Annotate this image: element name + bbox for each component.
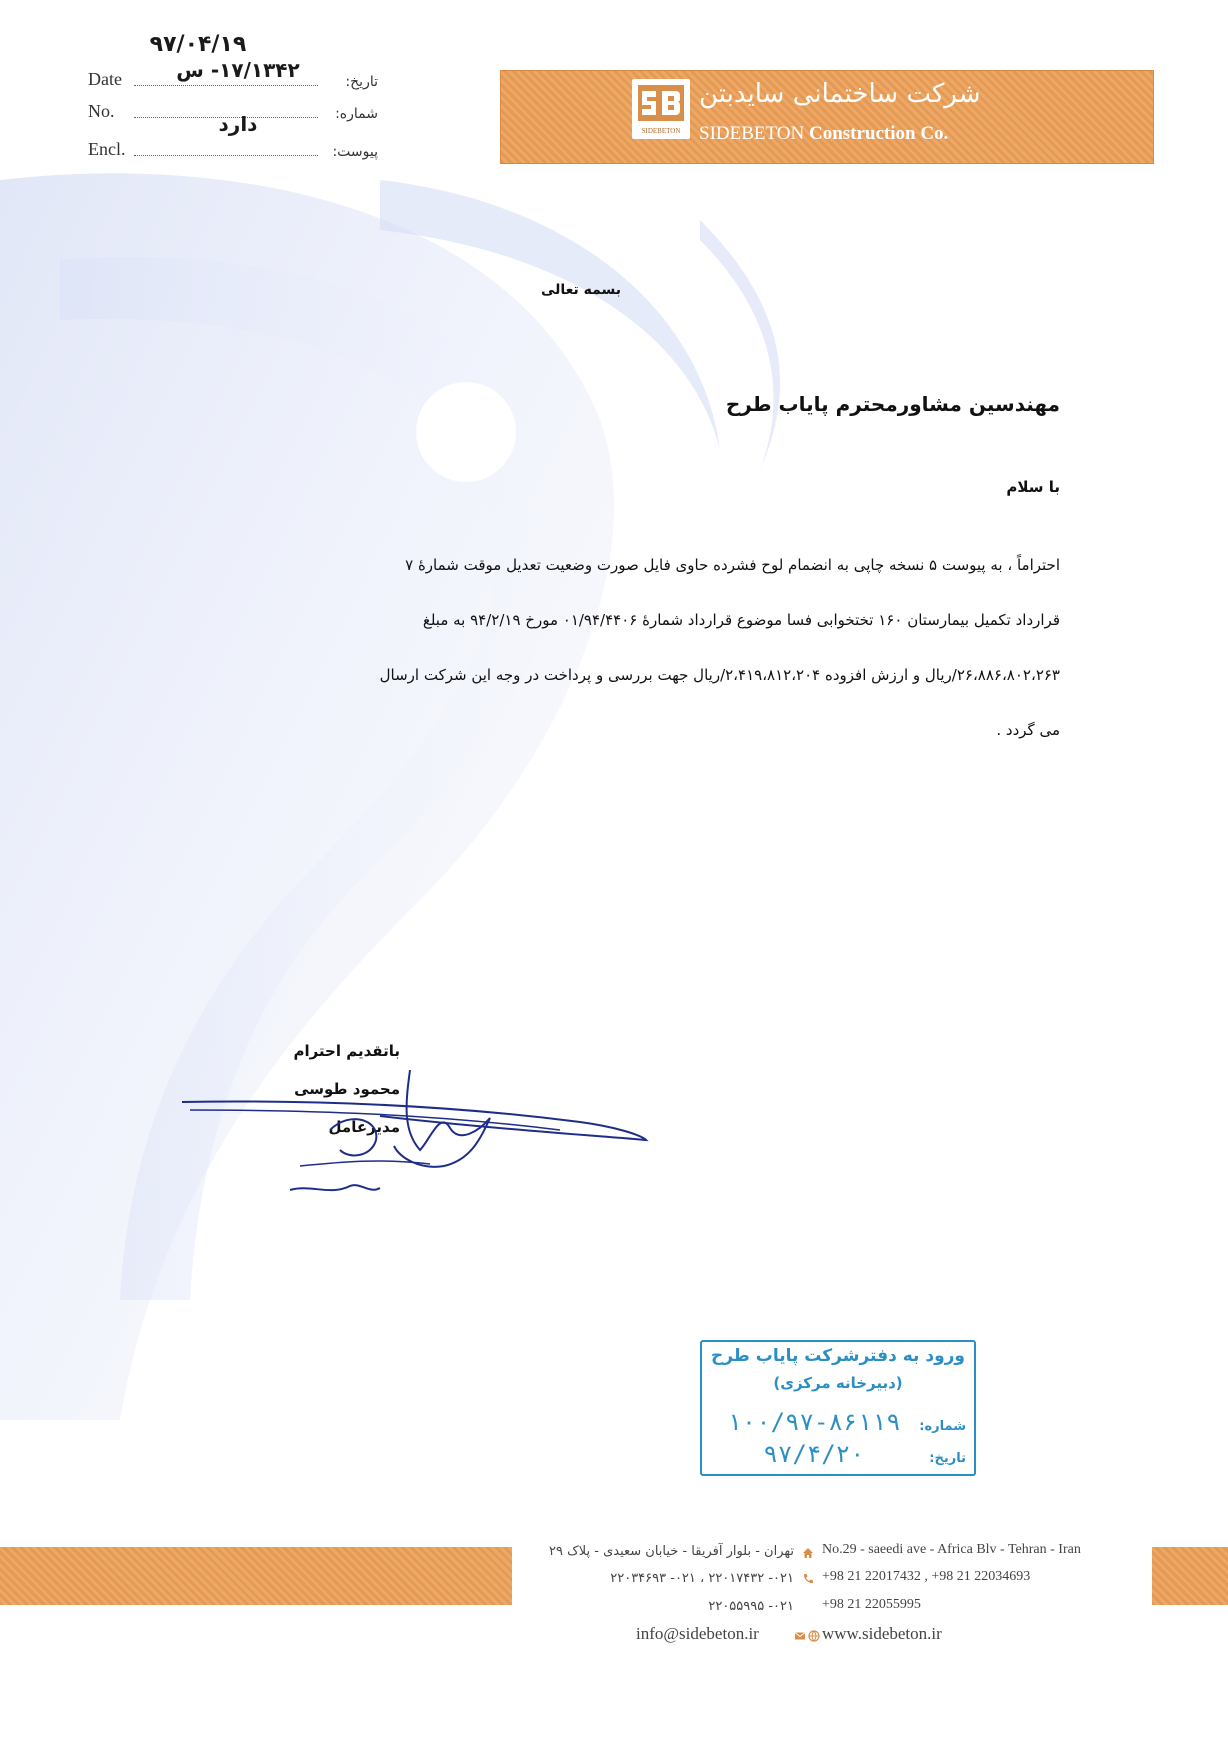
fax-fa: ۰۲۱- ۲۲۰۵۵۹۹۵ (708, 1599, 794, 1614)
bismillah: بسمه تعالی (540, 282, 622, 298)
email-link[interactable]: info@sidebeton.ir (636, 1624, 759, 1643)
handwritten-date: ۹۷/۰۴/۱۹ (149, 32, 247, 57)
phones-fa: ۰۲۱- ۲۲۰۱۷۴۳۲ ، ۰۲۱- ۲۲۰۳۴۶۹۳ (610, 1571, 794, 1586)
sb-logo-icon (638, 85, 684, 121)
globe-icon (808, 1630, 820, 1642)
body-line: می گردد . (996, 721, 1060, 739)
phones-en: +98 21 22017432 , +98 21 22034693 (822, 1569, 1031, 1584)
date-line (134, 85, 318, 86)
closing: باتقدیم احترام (293, 1042, 400, 1060)
body-line: قرارداد تکمیل بیمارستان ۱۶۰ تختخوابی فسا موضوع قرارداد شمارۀ ۰۱/۹۴/۴۴۰۶ مورخ ۹۴/۲/۱۹ به مبلغ (422, 611, 1060, 629)
stamp-number-value: ۱۰۰/۹۷-۸۶۱۱۹ (727, 1408, 901, 1436)
stamp-number-row (708, 1404, 966, 1436)
mail-icon (794, 1630, 806, 1642)
stamp-date-row (708, 1436, 966, 1468)
footer-band-right (1152, 1547, 1228, 1605)
signer-name: محمود طوسی (294, 1080, 400, 1098)
website-link[interactable]: www.sidebeton.ir (822, 1624, 942, 1643)
company-name-en-suffix: Construction Co. (808, 123, 949, 144)
handwritten-signature (180, 1070, 650, 1210)
address-en: No.29 - saeedi ave - Africa Blv - Tehran - Iran (822, 1542, 1081, 1557)
home-icon (802, 1547, 814, 1559)
signer-title: مدیرعامل (328, 1118, 400, 1136)
company-logo (632, 79, 690, 139)
receipt-stamp (700, 1340, 976, 1476)
body-line: احتراماً ، به پیوست ۵ نسخه چاپی به انضمام لوح فشرده حاوی فایل صورت وضعیت تعدیل موقت شمارۀ ۷ (405, 556, 1060, 574)
number-label-fa: شماره: (335, 106, 378, 122)
company-name-fa: شرکت ساختمانی سایدبتن (699, 79, 981, 109)
enclosure-line (134, 155, 318, 156)
date-value: ۱۷/۱۳۴۲- س (176, 58, 300, 82)
body-line: ۲۶،۸۸۶،۸۰۲،۲۶۳/ریال و ارزش افزوده ۲،۴۱۹،۸۱۲،۲۰۴/ریال جهت بررسی و پرداخت در وجه این شرکت ارسال (379, 666, 1060, 684)
stamp-number-label: شماره: (919, 1419, 966, 1434)
enclosure-row (88, 130, 378, 160)
date-label-en: Date (88, 69, 122, 89)
logo-caption: SIDEBETON (641, 127, 681, 135)
stamp-date-value: ۹۷/۴/۲۰ (763, 1440, 865, 1468)
letter-body (140, 538, 1060, 758)
fax-en: +98 21 22055995 (822, 1597, 921, 1612)
address-fa: تهران - بلوار آفریقا - خیابان سعیدی - پلاک ۲۹ (549, 1544, 794, 1559)
number-label-en: No. (88, 101, 115, 121)
number-row (88, 92, 378, 136)
stamp-title: ورود به دفترشرکت پایاب طرح (710, 1346, 965, 1366)
stamp-subtitle: (دبیرخانه مرکزی) (773, 1374, 903, 1392)
enclosure-label-fa: پیوست: (332, 144, 378, 160)
phone-icon (802, 1573, 814, 1585)
greeting: با سلام (1006, 478, 1060, 496)
footer-band-left (0, 1547, 512, 1605)
enclosure-label-en: Encl. (88, 139, 126, 159)
date-row (88, 60, 378, 90)
company-name-en-prefix: SIDEBETON (699, 123, 805, 144)
stamp-date-label: تاریخ: (929, 1451, 966, 1466)
company-name-en (699, 123, 1119, 145)
addressee: مهندسین مشاورمحترم پایاب طرح (725, 392, 1060, 416)
company-header-band (500, 70, 1154, 164)
date-label-fa: تاریخ: (345, 74, 378, 90)
number-value: دارد (218, 112, 258, 136)
